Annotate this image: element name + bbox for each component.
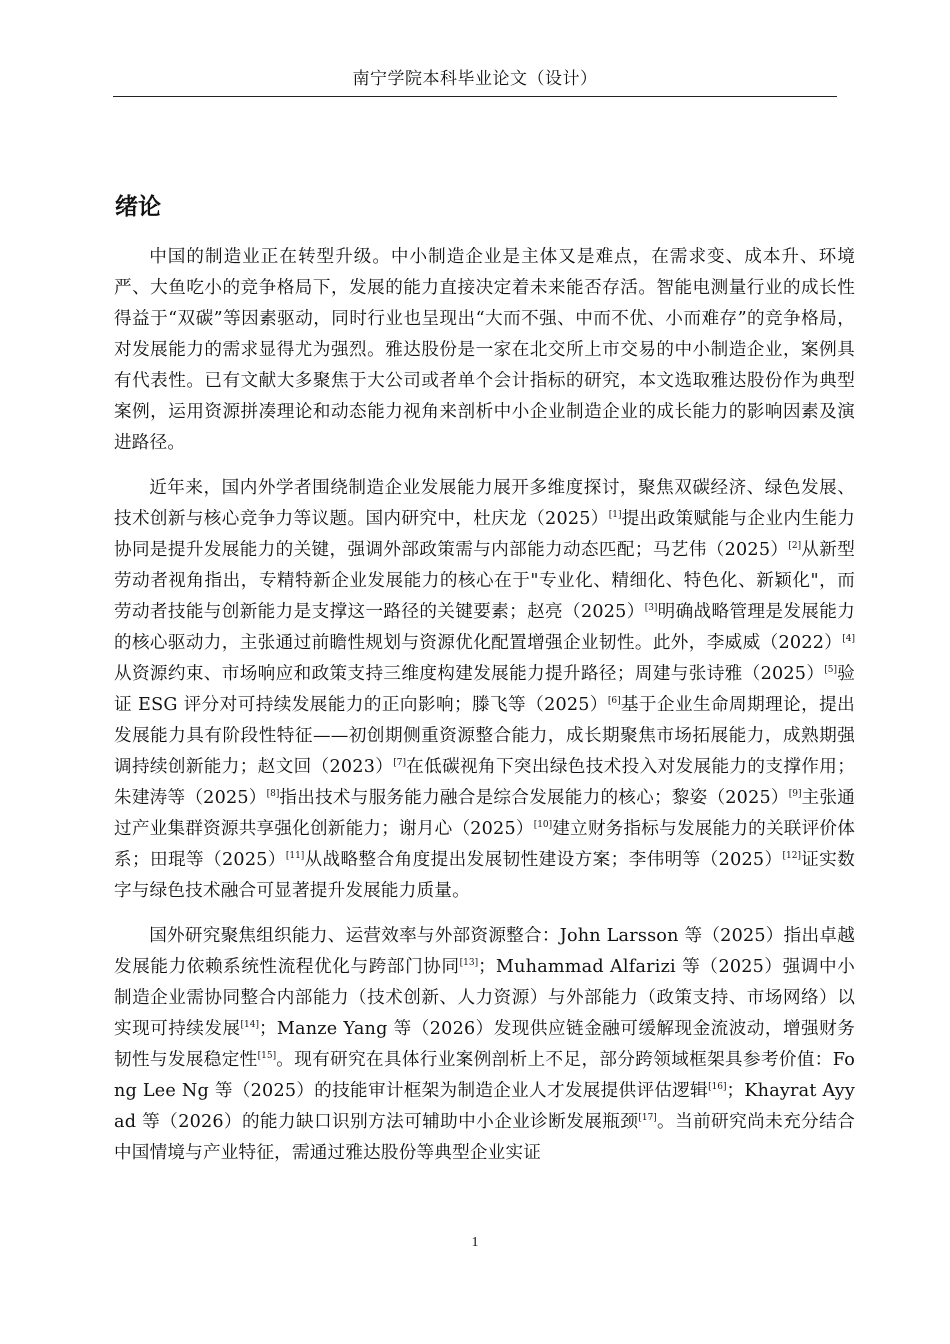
section-heading: 绪论 (115, 194, 161, 220)
running-header: 南宁学院本科毕业论文（设计） (352, 69, 598, 89)
text-run: 证实数字与绿色技术融合可显著提升发展能力质量。 (114, 850, 855, 901)
citation-ref: [14] (240, 1020, 260, 1030)
header-rule (113, 96, 837, 97)
text-run: 指出技术与服务能力融合是综合发展能力的核心；黎姿（2025） (279, 788, 789, 808)
citation-ref: [12] (782, 851, 801, 861)
citation-ref: [3] (644, 603, 658, 613)
citation-ref: [11] (285, 851, 305, 861)
text-run: 明确战略管理是发展能力的核心驱动力，主张通过前瞻性规划与资源优化配置增强企业韧性。此外，李威威（2022） (114, 602, 856, 653)
citation-ref: [2] (788, 541, 802, 551)
text-run: 。当前研究尚未充分结合中国情境与产业特征，需通过雅达股份等典型企业实证 (114, 1112, 855, 1163)
citation-ref: [15] (257, 1051, 277, 1061)
text-run: 建立财务指标与发展能力的关联评价体系；田琨等（2025） (114, 819, 856, 870)
text-run: 提出政策赋能与企业内生能力协同是提升发展能力的关键，强调外部政策需与内部能力动态匹配；马艺伟（2025） (114, 509, 856, 560)
citation-ref: [5] (824, 665, 838, 675)
text-run: 从资源约束、市场响应和政策支持三维度构建发展能力提升路径；周建与张诗雅（2025） (114, 664, 825, 684)
text-run: 国外研究聚焦组织能力、运营效率与外部资源整合：John Larsson 等（2025）指出卓越发展能力依赖系统性流程优化与跨部门协同 (114, 926, 855, 977)
citation-ref: [17] (638, 1113, 657, 1123)
citation-ref: [13] (459, 958, 479, 968)
body-text (114, 242, 855, 1169)
text-run: 从新型劳动者视角指出，专精特新企业发展能力的核心在于"专业化、精细化、特色化、新颖化"，而劳动者技能与创新能力是支撑这一路径的关键要素；赵亮（2025） (114, 540, 855, 622)
text-run: 中国的制造业正在转型升级。中小制造企业是主体又是难点，在需求变、成本升、环境严、大鱼吃小的竞争格局下，发展的能力直接决定着未来能否存活。智能电测量行业的成长性得益于“双碳”等因素驱动，同时行业也呈现出“大而不强、中而不优、小而难存”的竞争格局，对发展能力的需求显得尤为强烈。雅达股份是一家在北交所上市交易的中小制造企业，案例具有代表性。已有文献大多聚焦于大公司或者单个会计指标的研究，本文选取雅达股份作为典型案例，运用资源拼凑理论和动态能力视角来剖析中小企业制造企业的成长能力的影响因素及演进路径。 (114, 247, 855, 453)
text-run: 近年来，国内外学者围绕制造企业发展能力展开多维度探讨，聚焦双碳经济、绿色发展、技术创新与核心竞争力等议题。国内研究中，杜庆龙（2025） (114, 478, 855, 529)
text-run: 。现有研究在具体行业案例剖析上不足，部分跨领域框架具参考价值：Fong Lee Ng 等（2025）的技能审计框架为制造企业人才发展提供评估逻辑 (114, 1050, 855, 1101)
page-number: 1 (471, 1235, 479, 1250)
citation-ref: [1] (608, 510, 622, 520)
citation-ref: [9] (788, 789, 802, 799)
text-run: 从战略整合角度提出发展韧性建设方案；李伟明等（2025） (304, 850, 783, 870)
citation-ref: [7] (393, 758, 406, 768)
citation-ref: [4] (842, 634, 855, 644)
text-run: 基于企业生命周期理论，提出发展能力具有阶段性特征——初创期侧重资源整合能力，成长期聚焦市场拓展能力，成熟期强调持续创新能力；赵文回（2023） (114, 695, 855, 777)
paragraph-2 (114, 473, 855, 907)
citation-ref: [8] (266, 789, 280, 799)
citation-ref: [10] (533, 820, 553, 830)
citation-ref: [6] (607, 696, 621, 706)
citation-ref: [16] (708, 1082, 727, 1092)
text-run: 在低碳视角下突出绿色技术投入对发展能力的支撑作用；朱建涛等（2025） (114, 757, 855, 808)
text-run: 主张通过产业集群资源共享强化创新能力；谢月心（2025） (114, 788, 855, 839)
text-run: ；Khayrat Ayyad 等（2026）的能力缺口识别方法可辅助中小企业诊断发展瓶颈 (114, 1081, 855, 1132)
paragraph-1 (114, 242, 855, 459)
text-run: ；Muhammad Alfarizi 等（2025）强调中小制造企业需协同整合内部能力（技术创新、人力资源）与外部能力（政策支持、市场网络）以实现可持续发展 (114, 957, 855, 1039)
paragraph-3 (114, 921, 855, 1169)
text-run: ；Manze Yang 等（2026）发现供应链金融可缓解现金流波动，增强财务韧性与发展稳定性 (114, 1019, 855, 1070)
text-run: 验证 ESG 评分对可持续发展能力的正向影响；滕飞等（2025） (114, 664, 855, 715)
